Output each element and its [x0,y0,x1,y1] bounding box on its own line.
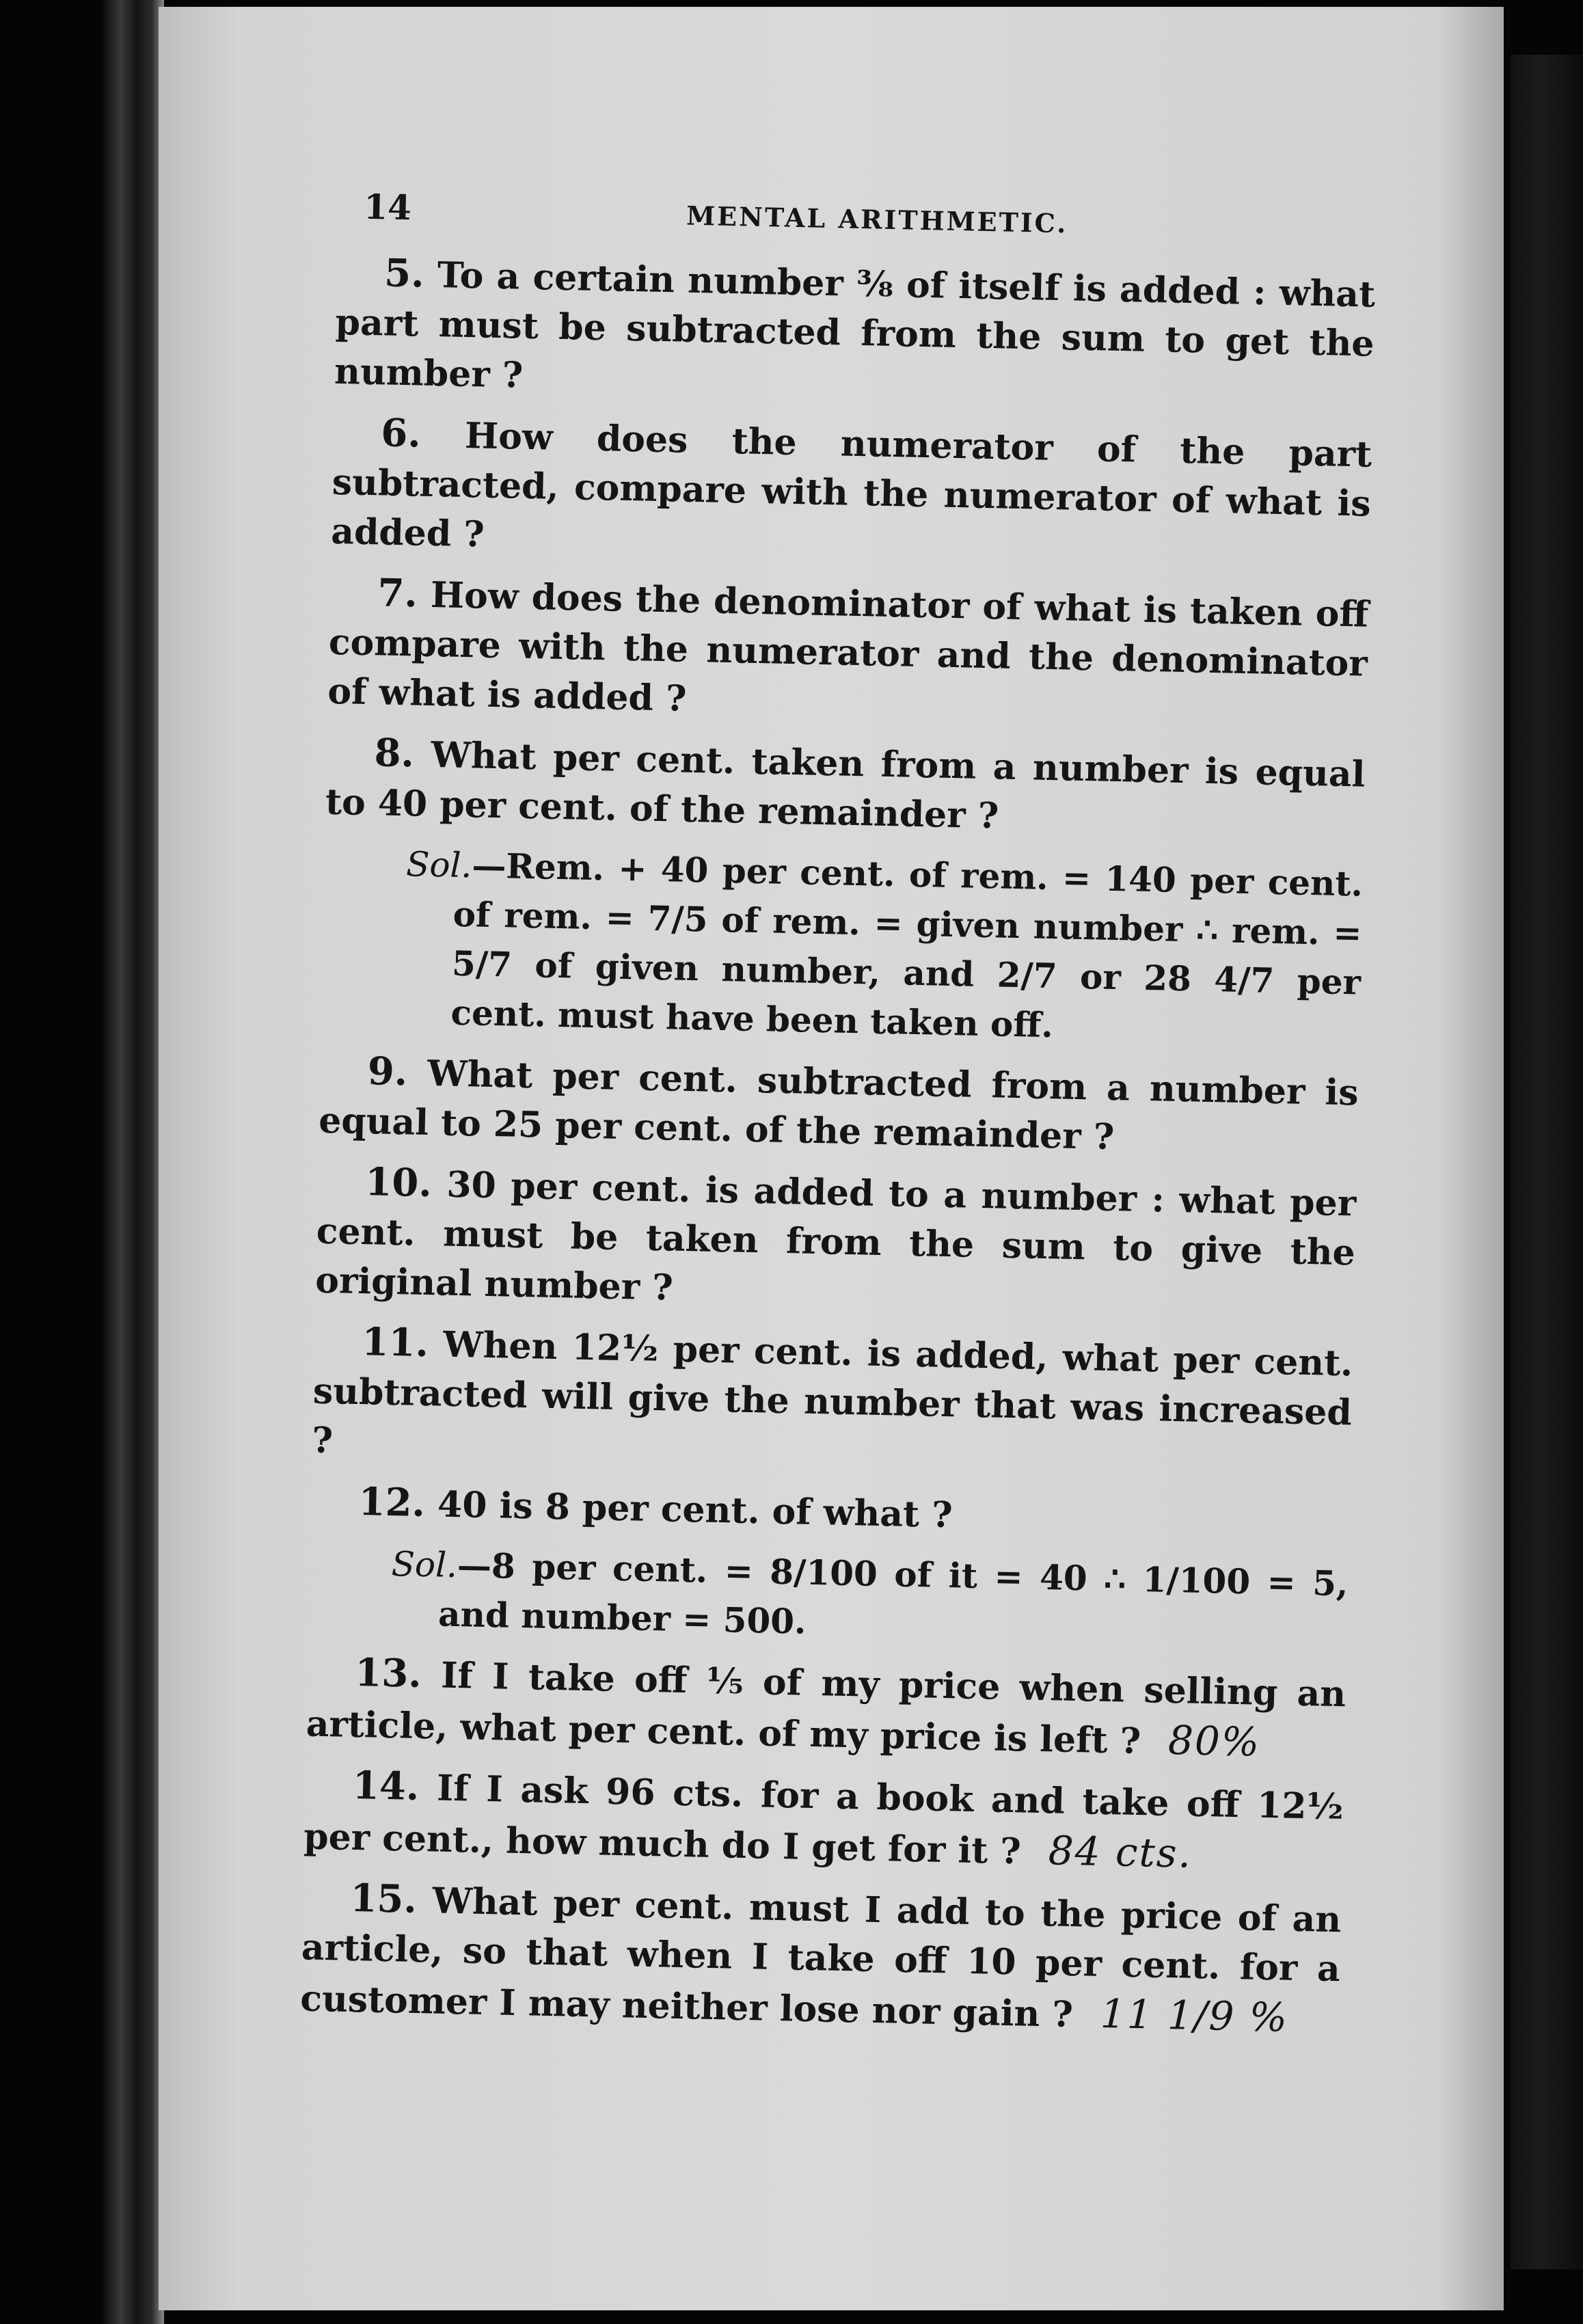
problem-number: 5. [383,250,425,297]
problem-number: 12. [357,1479,426,1526]
problem-10 [315,1157,1357,1327]
solution-text: —Rem. + 40 per cent. of rem. = 140 per cent. of rem. = 7/5 of rem. = given number ∴ rem. = 5/7 of given number, and 2/7 or 28 4/7 per cent. must have been taken off. [450,845,1364,1046]
problem-text: If I ask 96 cts. for a book and take off 12½ per cent., how much do I get for it ? [303,1767,1344,1873]
adjacent-page-edge [1511,55,1583,2269]
problem-14 [303,1759,1344,1883]
handwritten-answer: 11 1/9 % [1100,1990,1289,2041]
problem-number: 11. [361,1319,429,1366]
problem-number: 13. [354,1649,422,1697]
problem-text: To a certain number ⅜ of itself is added : what part must be subtracted from the sum to get the number ? [334,254,1376,396]
problem-8 [325,727,1366,849]
problem-text: What per cent. must I add to the price of an article, so that when I take off 10 per cent. for a customer I may neither lose nor gain ? [299,1880,1342,2036]
running-title: MENTAL ARITHMETIC. [686,200,1068,239]
problem-11 [312,1316,1353,1487]
problem-text: How does the denominator of what is taken off compare with the numerator and the denominator of what is added ? [327,573,1369,720]
problem-text: How does the numerator of the part subtracted, compare with the numerator of what is added ? [330,414,1372,556]
handwritten-answer: 80% [1167,1716,1261,1766]
problem-9 [319,1046,1359,1167]
solution-text: —8 per cent. = 8/100 of it = 40 ∴ 1/100 = 5, and number = 500. [437,1545,1349,1642]
problem-number: 6. [380,410,422,457]
problem-6 [331,407,1372,578]
problem-12 [310,1476,1350,1549]
problem-text: When 12½ per cent. is added, what per cent. subtracted will give the number that was increased ? [311,1323,1353,1462]
problem-number: 10. [364,1159,433,1206]
problem-text: 30 per cent. is added to a number : what per cent. must be taken from the sum to give the original number ? [314,1163,1357,1309]
problem-15 [300,1872,1342,2045]
page-number: 14 [363,186,412,228]
problem-text: What per cent. subtracted from a number is equal to 25 per cent. of the remainder ? [318,1053,1359,1159]
problem-number: 7. [377,570,418,617]
problem-text: What per cent. taken from a number is equal to 40 per cent. of the remainder ? [325,734,1366,837]
solution-12 [391,1541,1349,1658]
problem-number: 14. [352,1762,420,1809]
problem-number: 8. [373,730,415,776]
problem-7 [327,567,1369,738]
problem-5 [334,247,1376,418]
book-binding [103,0,164,2324]
problem-number: 15. [349,1875,418,1922]
problem-13 [306,1647,1347,1771]
solution-label: Sol. [391,1544,458,1586]
problem-number: 9. [367,1049,408,1095]
problem-text: If I take off ⅕ of my price when selling an article, what per cent. of my price is left ? [306,1654,1347,1763]
solution-label: Sol. [405,844,473,886]
problem-text: 40 is 8 per cent. of what ? [437,1483,953,1537]
handwritten-answer: 84 cts. [1048,1827,1193,1877]
solution-8 [405,841,1364,1057]
text-block [299,185,1377,2056]
